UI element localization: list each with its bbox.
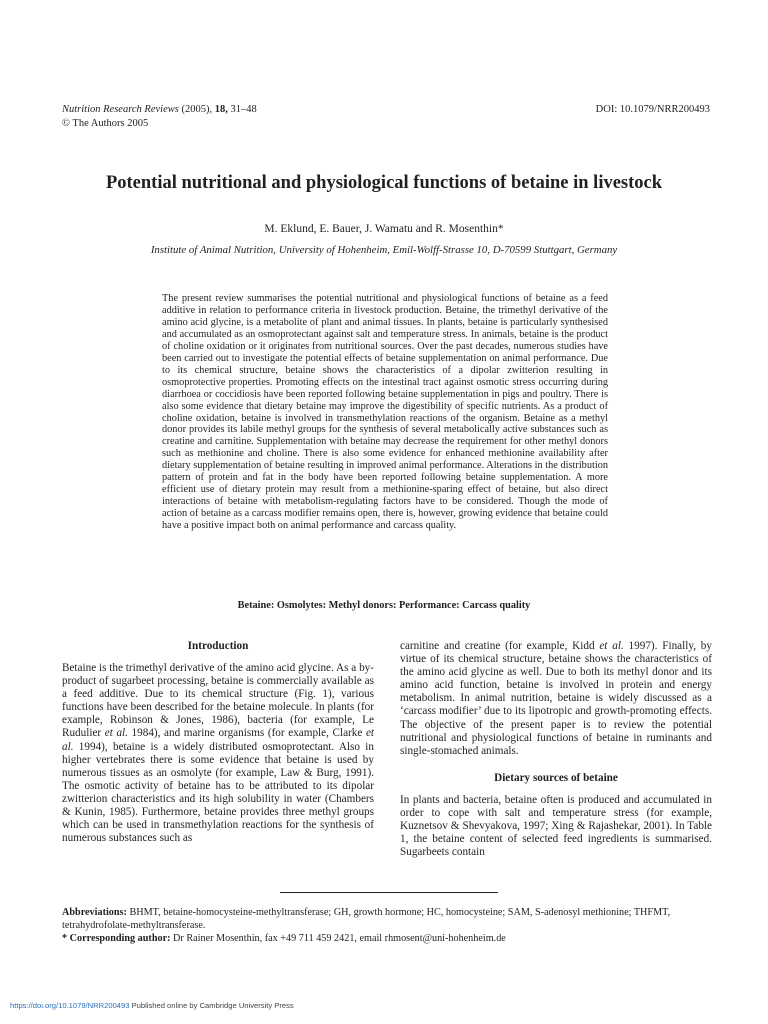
abbreviations-text: BHMT, betaine-homocysteine-methyltransferase; GH, growth hormone; HC, homocysteine; SAM, S-adenosyl methionine; THFMT, tetrahydrofolate-methyltransferase. — [62, 907, 671, 931]
corresponding-author-footnote — [62, 932, 714, 945]
right-text-1: carnitine and creatine (for example, Kidd — [400, 640, 600, 652]
abbreviations-footnote — [62, 906, 714, 932]
right-column — [400, 640, 712, 859]
et-al: et al. — [62, 727, 375, 753]
paper-title: Potential nutritional and physiological functions of betaine in livestock — [105, 173, 663, 193]
footnote-divider — [280, 892, 498, 893]
right-text-2: 1997). Finally, by virtue of its chemical structure, betaine shows the characteristics of the amino acid glycine as well. Due to both its methyl donor and its amino acid function, betaine is involved in protein and energy metabolism. In animal nutrition, betaine is widely discussed as a ‘carcass modifier’ due to its lipotropic and growth-promoting effects. The objective of the present paper is to review the potential nutritional and physiological functions of betaine in ruminants and single-stomached animals. — [400, 640, 712, 757]
section-heading-introduction: Introduction — [187, 640, 249, 652]
intro-paragraph — [62, 662, 374, 845]
journal-volume: 18, — [214, 104, 228, 115]
journal-citation — [62, 103, 257, 131]
journal-pages: 31–48 — [230, 104, 257, 115]
intro-continuation — [400, 640, 712, 758]
affiliation: Institute of Animal Nutrition, University of Hohenheim, Emil-Wolff-Strasse 10, D-70599 Stuttgart, Germany — [150, 244, 618, 256]
author-list: M. Eklund, E. Bauer, J. Wamatu and R. Mosenthin* — [264, 223, 504, 235]
doi-link[interactable]: https://doi.org/10.1079/NRR200493 — [10, 1001, 130, 1010]
publication-footer — [10, 1001, 294, 1011]
keywords: Betaine: Osmolytes: Methyl donors: Performance: Carcass quality — [237, 600, 531, 611]
intro-text-2: 1984), and marine organisms (for example, Clarke — [127, 727, 366, 740]
corresponding-author-label: * Corresponding author: — [62, 933, 171, 944]
section-heading-dietary-sources: Dietary sources of betaine — [494, 771, 618, 784]
journal-year: (2005), — [181, 104, 213, 115]
intro-text-3: 1994), betaine is a widely distributed osmoprotectant. Also in higher vertebrates there is some evidence that betaine is used by numerous tissues as an osmolyte (for example, Law & Burg, 1991). The osmotic activity of betaine has to be attributed to its dipolar zwitterion characteristics and its high solubility in water (Chambers & Kunin, 1985). Furthermore, betaine provides three methyl groups which can be used in transmethylation reactions for the synthesis of numerous substances such as — [62, 740, 374, 845]
abbreviations-label: Abbreviations: — [62, 907, 127, 918]
copyright-notice: © The Authors 2005 — [62, 118, 149, 129]
journal-name: Nutrition Research Reviews — [62, 104, 179, 115]
et-al: et al. — [104, 727, 128, 740]
corresponding-author-text: Dr Rainer Mosenthin, fax +49 711 459 2421, email rhmosent@uni-hohenheim.de — [170, 933, 506, 944]
dietary-sources-paragraph: In plants and bacteria, betaine often is produced and accumulated in order to cope with salt and temperature stress (for example, Kuznetsov & Shevyakova, 1997; Xing & Rajashekar, 2001). In Table 1, the betaine content of selected feed ingredients is summarised. Sugarbeets contain — [400, 793, 712, 859]
published-online-text: Published online by Cambridge University Press — [129, 1001, 294, 1010]
header-doi: DOI: 10.1079/NRR200493 — [595, 104, 710, 115]
abstract: The present review summarises the potential nutritional and physiological functions of betaine as a feed additive in relation to performance criteria in livestock production. Betaine, the trimethyl derivative of the amino acid glycine, is a metabolite of plant and animal tissues. In plants, betaine is particularly synthesised and accumulated as an osmoprotectant against salt and temperature stress. In animals, betaine is the product of choline oxidation or it originates from nutritional sources. Over the past decades, numerous studies have been carried out to investigate the potential effects of betaine supplementation on animal performance. Due to its chemical structure, betaine shows the characteristics of a dipolar zwitterion resulting in osmoprotective properties. Promoting effects on the intestinal tract against osmotic stress occurring during diarrhoea or coccidiosis have been reported following betaine supplementation in pigs and poultry. There is also some evidence that dietary betaine may improve the digestibility of specific nutrients. As a product of choline oxidation, betaine is involved in transmethylation reactions of the organism. Betaine as a methyl donor provides its labile methyl groups for the synthesis of several metabolically active substances such as creatine and carnitine. Supplementation with betaine may decrease the requirement for other methyl donors such as methionine and choline. There is also some evidence for enhanced methionine availability after dietary supplementation of betaine resulting in improved animal performance. Alterations in the distribution pattern of protein and fat in the body have been reported following betaine supplementation. A more efficient use of dietary protein may result from a methionine-sparing effect of betaine, but also direct interactions of betaine with metabolism-regulating factors have to be considered. Though the mode of action of betaine as a carcass modifier remains open, there is, however, growing evidence that betaine could have a positive impact both on animal performance and carcass quality. — [162, 293, 608, 532]
footnotes — [62, 906, 714, 945]
left-column — [62, 640, 374, 845]
et-al: et al. — [599, 640, 624, 652]
intro-text-1: Betaine is the trimethyl derivative of the amino acid glycine. As a by-product of sugarbeet processing, betaine is commercially available as a feed additive. Due to its chemical structure (Fig. 1), various functions have been described for the betaine molecule. In plants (for example, Robinson & Jones, 1986), bacteria (for example, Le Rudulier — [62, 662, 374, 740]
